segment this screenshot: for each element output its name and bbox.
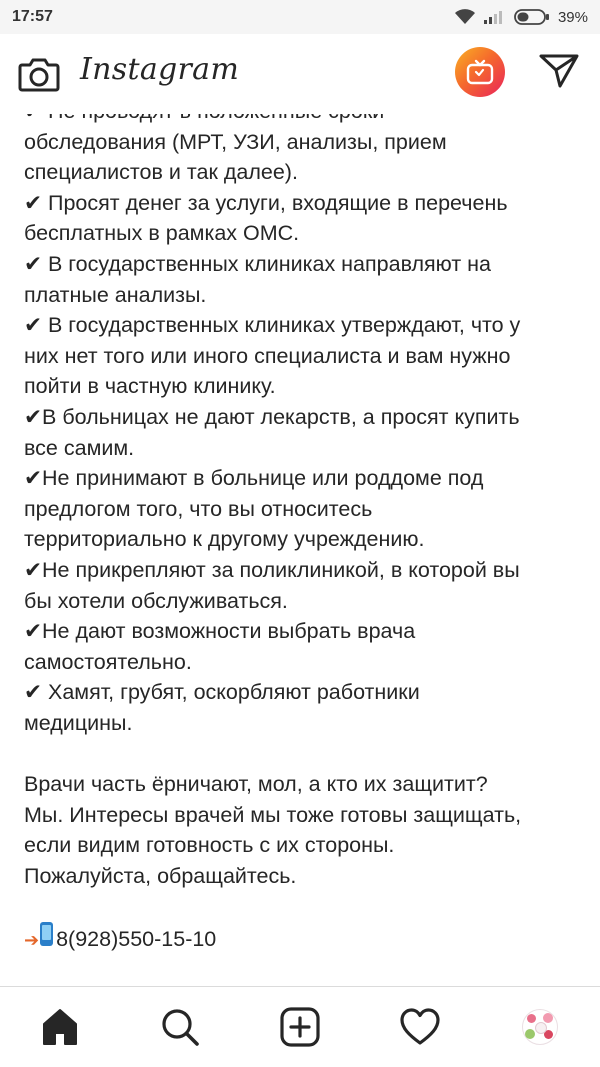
caption-line: них нет того или иного специалиста и вам нужно <box>24 343 511 368</box>
caption-blank-line <box>24 891 590 922</box>
caption-line: все самим. <box>24 435 135 460</box>
caption-line: если видим готовность с их стороны. <box>24 833 395 858</box>
caption-line: Врачи часть ёрничают, мол, а кто их защитит? <box>24 772 488 797</box>
signal-icon <box>484 10 506 24</box>
caption-blank-line <box>24 738 590 769</box>
caption-line: ✔ В государственных клиниках утверждают, что у <box>24 313 521 338</box>
status-bar <box>0 0 600 34</box>
caption-line: платные анализы. <box>24 282 207 307</box>
caption-line: специалистов и так далее). <box>24 160 298 185</box>
contact-phone[interactable]: 8(928)550-15-10 <box>56 927 217 952</box>
battery-icon <box>514 9 550 25</box>
caption-line: ✔В больницах не дают лекарств, а просят купить <box>24 404 520 429</box>
caption-line: ✔Не дают возможности выбрать врача <box>24 619 416 644</box>
caption-line: ✔ Просят денег за услуги, входящие в перечень <box>24 190 508 215</box>
post-caption <box>24 96 590 1014</box>
tv-icon <box>465 58 495 86</box>
nav-profile[interactable] <box>510 997 570 1057</box>
mobile-phone-icon <box>40 922 53 946</box>
camera-icon[interactable] <box>18 56 60 92</box>
battery-percent: 39% <box>557 8 588 26</box>
direct-message-icon[interactable] <box>538 51 580 89</box>
bottom-nav <box>0 986 600 1067</box>
search-icon <box>160 1007 200 1047</box>
arrow-icon: ➔ <box>24 930 40 951</box>
caption-line: бесплатных в рамках ОМС. <box>24 221 300 246</box>
caption-line: Пожалуйста, обращайтесь. <box>24 863 297 888</box>
nav-search[interactable] <box>150 997 210 1057</box>
plus-square-icon <box>280 1007 320 1047</box>
nav-activity[interactable] <box>390 997 450 1057</box>
wifi-icon <box>454 9 476 25</box>
contact-phone-line <box>24 922 590 953</box>
caption-line: ✔Не принимают в больнице или роддоме под <box>24 466 484 491</box>
nav-home[interactable] <box>30 997 90 1057</box>
caption-line: Мы. Интересы врачей мы тоже готовы защищать, <box>24 802 522 827</box>
igtv-icon[interactable] <box>455 47 505 97</box>
caption-blank-line <box>24 953 590 984</box>
status-icons <box>454 9 588 26</box>
caption-line: самостоятельно. <box>24 649 192 674</box>
caption-line: бы хотели обслуживаться. <box>24 588 288 613</box>
caption-line: пойти в частную клинику. <box>24 374 276 399</box>
post-caption-area[interactable] <box>0 96 600 984</box>
app-logo: Instagram <box>80 52 240 87</box>
heart-icon <box>399 1007 441 1047</box>
avatar <box>522 1009 558 1045</box>
app-header <box>0 34 600 114</box>
caption-line: ✔ В государственных клиниках направляют на <box>24 251 491 276</box>
nav-new-post[interactable] <box>270 997 330 1057</box>
caption-line: ✔ Хамят, грубят, оскорбляют работники <box>24 680 420 705</box>
home-icon <box>40 1007 80 1047</box>
caption-line: медицины. <box>24 710 133 735</box>
caption-line: обследования (МРТ, УЗИ, анализы, прием <box>24 129 447 154</box>
caption-line: территориально к другому учреждению. <box>24 527 425 552</box>
status-time: 17:57 <box>12 8 53 25</box>
caption-line: предлогом того, что вы относитесь <box>24 496 373 521</box>
caption-line: ✔Не прикрепляют за поликлиникой, в которой вы <box>24 557 520 582</box>
